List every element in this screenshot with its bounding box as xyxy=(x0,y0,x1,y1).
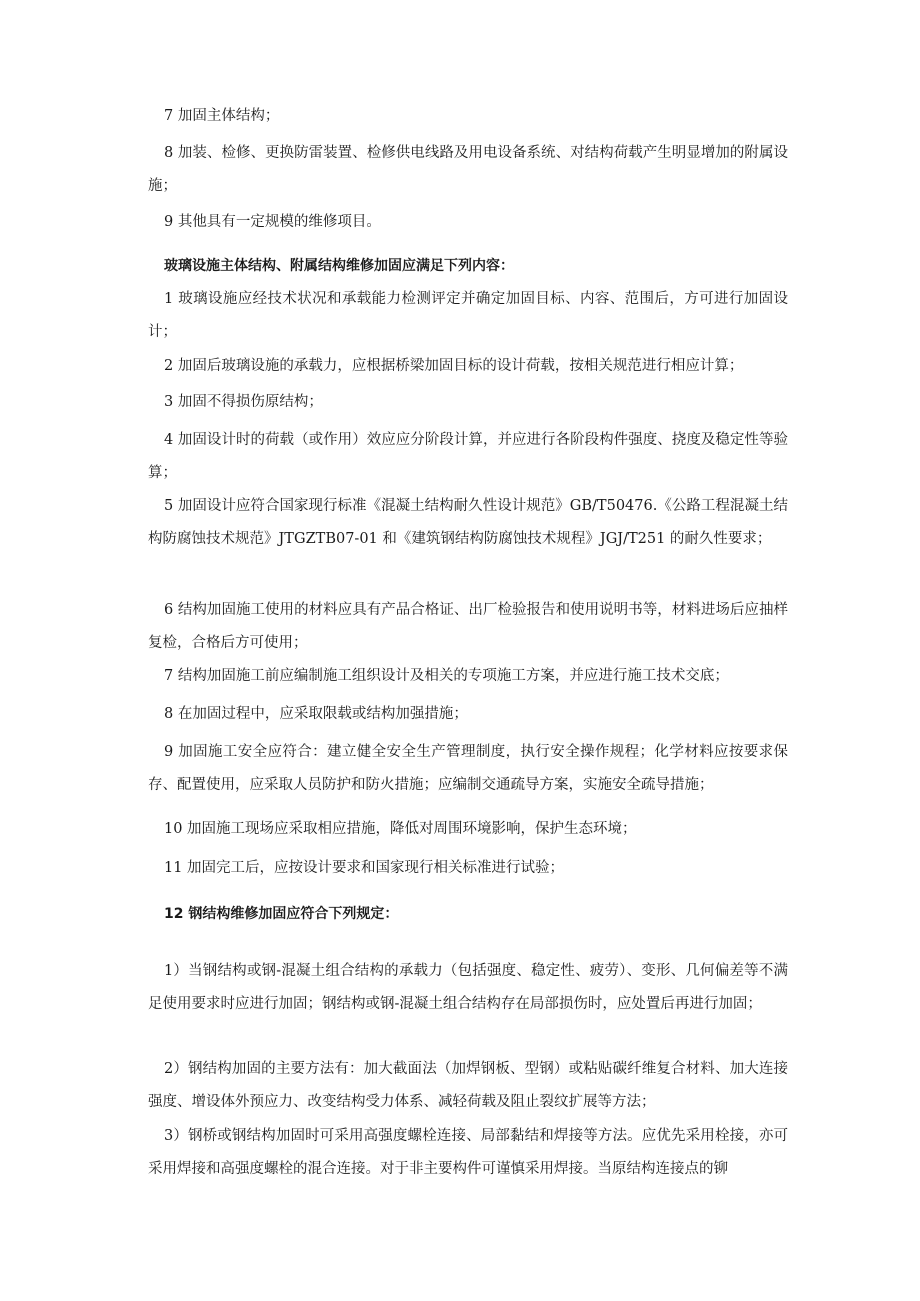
paragraph-item-2: 2 加固后玻璃设施的承载力，应根据桥梁加固目标的设计荷载，按相关规范进行相应计算； xyxy=(164,358,744,374)
paragraph-item-7b: 7 结构加固施工前应编制施工组织设计及相关的专项施工方案，并应进行施工技术交底； xyxy=(164,668,729,684)
section-heading-steel: 12 钢结构维修加固应符合下列规定： xyxy=(164,906,399,922)
paragraph-item-1: 1 玻璃设施应经技术状况和承载能力检测评定并确定加固目标、内容、范围后，方可进行加固设计； xyxy=(148,291,788,340)
paragraph-subitem-2: 2）钢结构加固的主要方法有：加大截面法（加焊钢板、型钢）或粘贴碳纤维复合材料、加大连接强度、增设体外预应力、改变结构受力体系、减轻荷载及阻止裂纹扩展等方法； xyxy=(148,1061,788,1110)
paragraph-subitem-3: 3）钢桥或钢结构加固时可采用高强度螺栓连接、局部黏结和焊接等方法。应优先采用栓接，亦可采用焊接和高强度螺栓的混合连接。对于非主要构件可谨慎采用焊接。当原结构连接点的铆 xyxy=(148,1128,788,1177)
paragraph-item-6: 6 结构加固施工使用的材料应具有产品合格证、出厂检验报告和使用说明书等，材料进场后应抽样复检，合格后方可使用； xyxy=(148,602,788,651)
paragraph-item-9b: 9 加固施工安全应符合：建立健全安全生产管理制度，执行安全操作规程；化学材料应按要求保存、配置使用，应采取人员防护和防火措施；应编制交通疏导方案，实施安全疏导措施； xyxy=(148,744,788,793)
paragraph-item-7: 7 加固主体结构； xyxy=(164,108,280,124)
paragraph-item-8b: 8 在加固过程中，应采取限载或结构加强措施； xyxy=(164,706,468,722)
paragraph-item-11: 11 加固完工后，应按设计要求和国家现行相关标准进行试验； xyxy=(164,860,565,876)
paragraph-item-9: 9 其他具有一定规模的维修项目。 xyxy=(164,214,381,230)
paragraph-item-3: 3 加固不得损伤原结构； xyxy=(164,394,323,410)
paragraph-item-4: 4 加固设计时的荷载（或作用）效应应分阶段计算，并应进行各阶段构件强度、挠度及稳定性等验算； xyxy=(148,432,788,481)
paragraph-item-10: 10 加固施工现场应采取相应措施，降低对周围环境影响，保护生态环境； xyxy=(164,821,637,837)
section-heading-glass-facility: 玻璃设施主体结构、附属结构维修加固应满足下列内容： xyxy=(164,258,514,274)
paragraph-subitem-1: 1）当钢结构或钢-混凝土组合结构的承载力（包括强度、稳定性、疲劳）、变形、几何偏差等不满足使用要求时应进行加固；钢结构或钢-混凝土组合结构存在局部损伤时，应处置后再进行加固； xyxy=(148,963,788,1012)
paragraph-item-5: 5 加固设计应符合国家现行标准《混凝土结构耐久性设计规范》GB/T50476.《公路工程混凝土结构防腐蚀技术规范》JTGZTB07-01 和《建筑钢结构防腐蚀技术规程》JGJ/T251 的耐久性要求； xyxy=(148,498,788,547)
paragraph-item-8: 8 加装、检修、更换防雷装置、检修供电线路及用电设备系统、对结构荷载产生明显增加的附属设施； xyxy=(148,145,788,194)
